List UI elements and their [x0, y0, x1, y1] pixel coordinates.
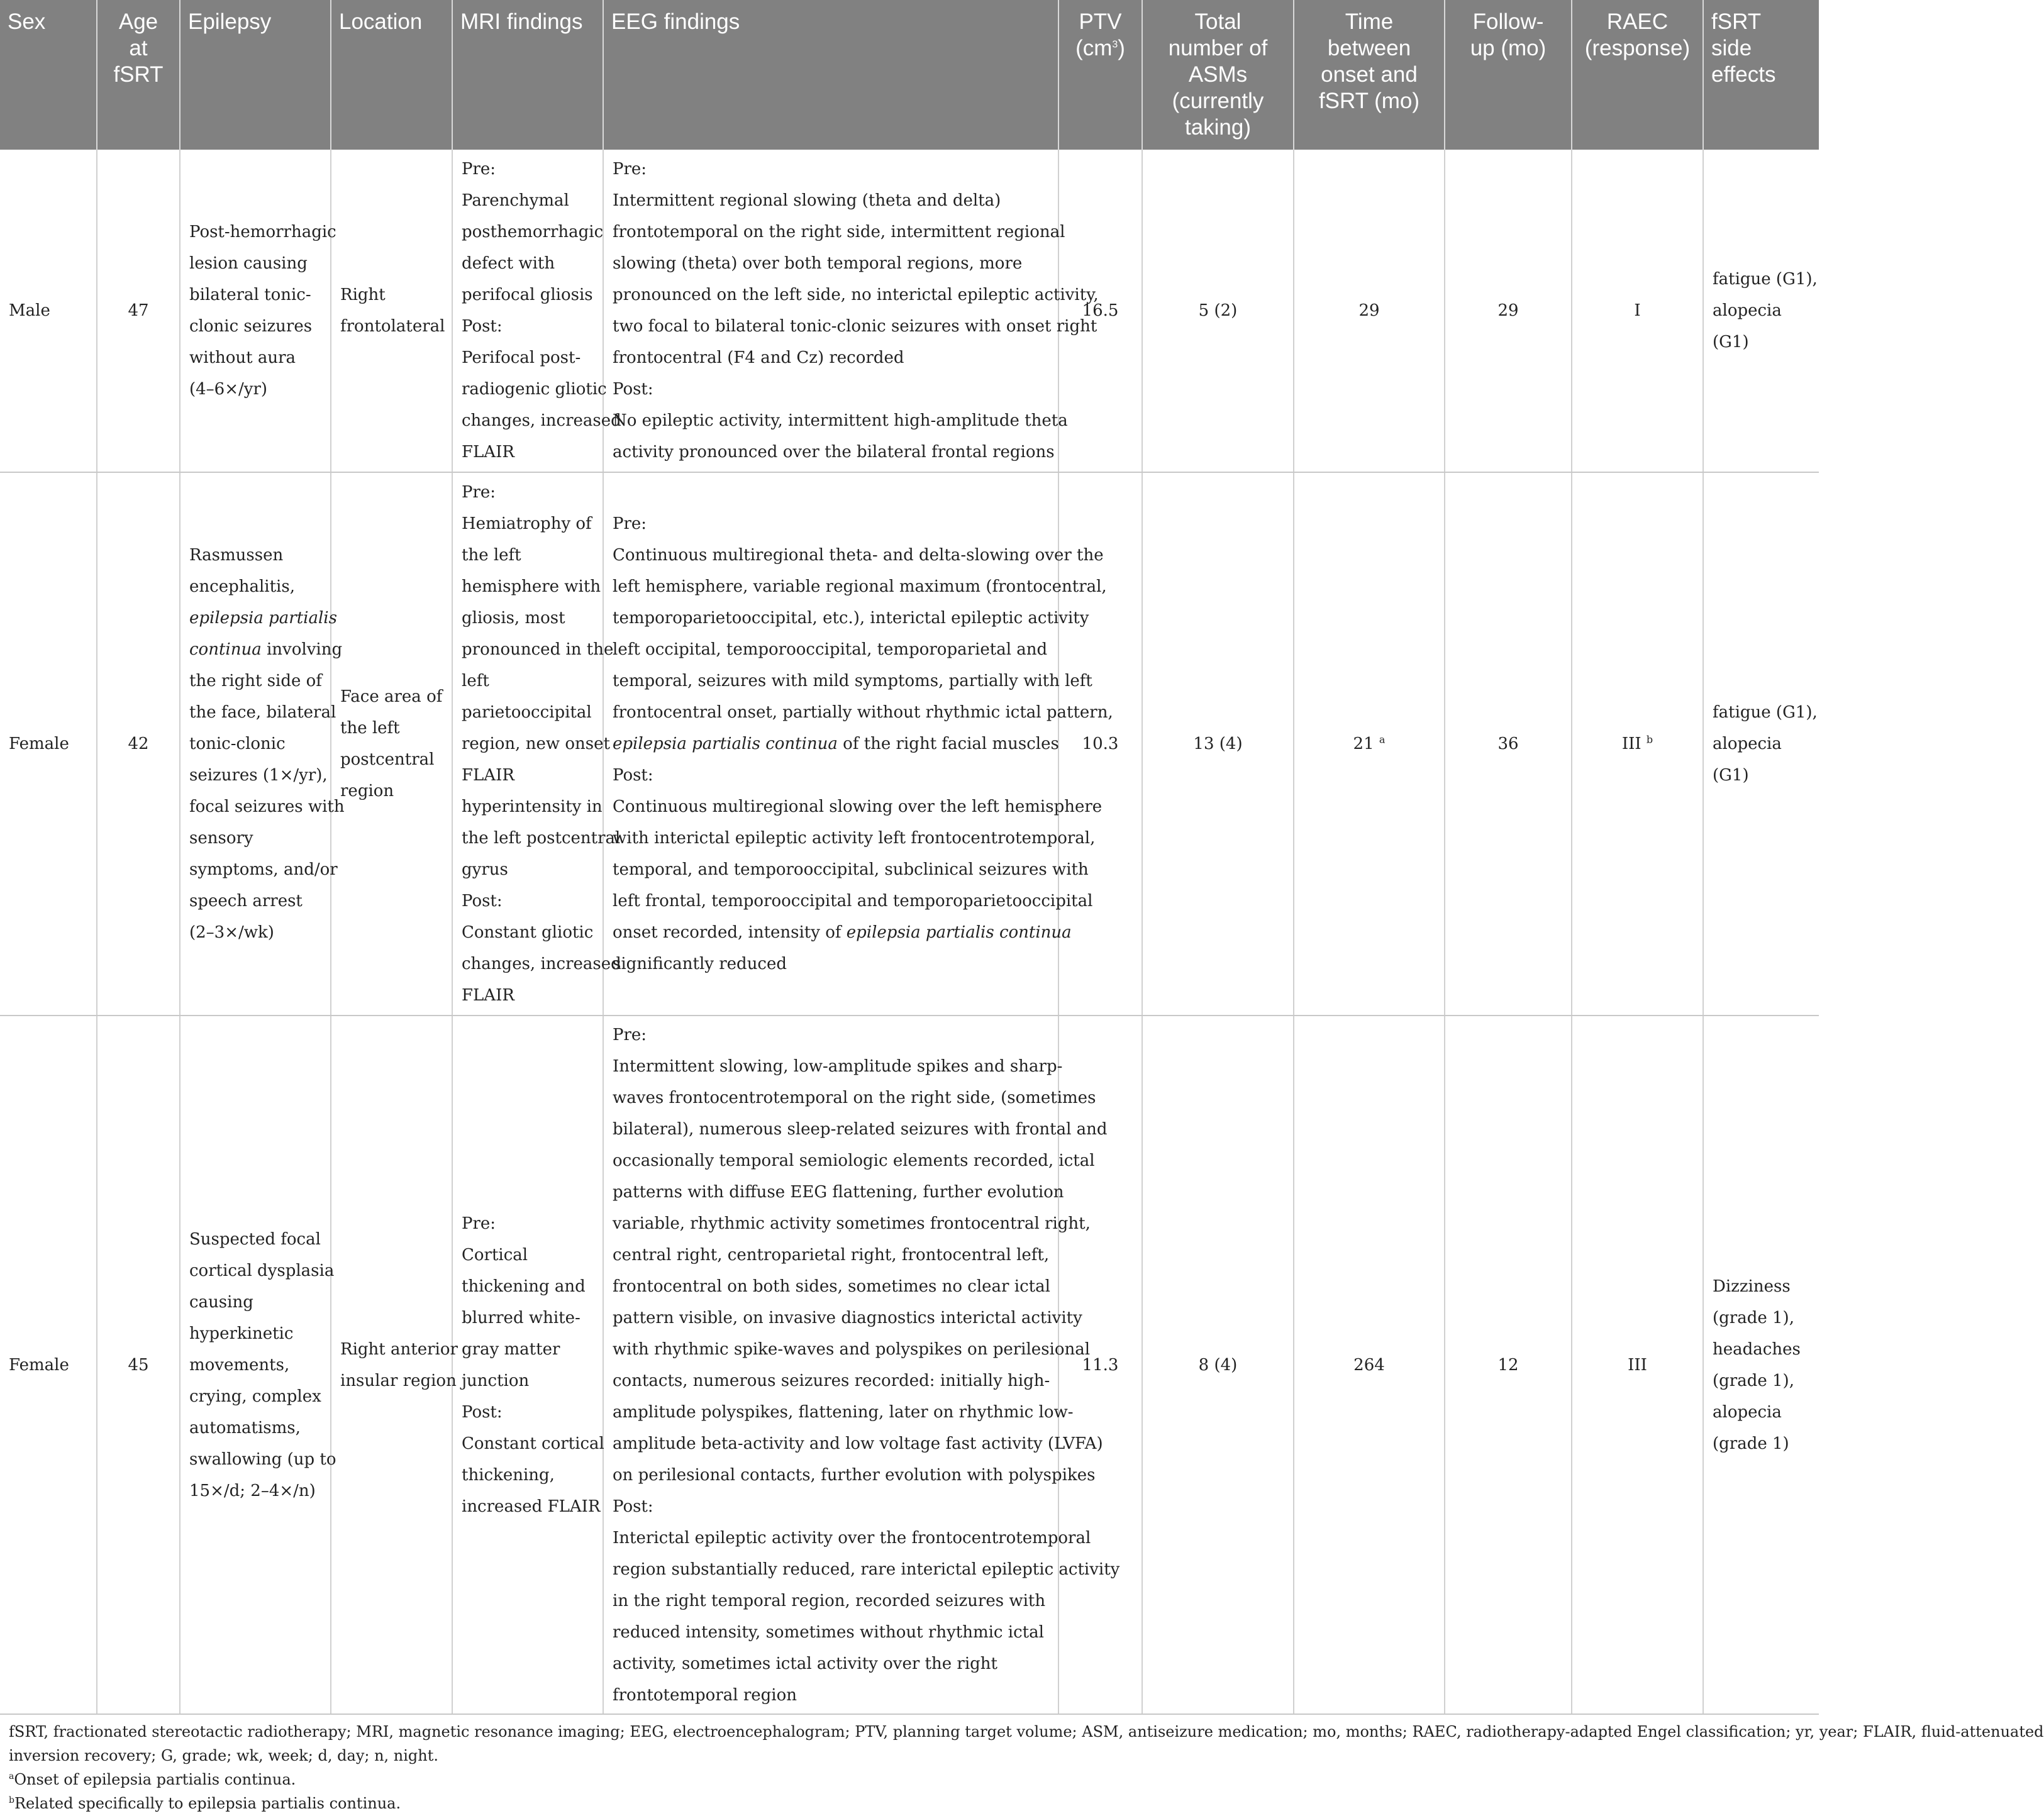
header-ptv: PTV $(cm^3)$	[1058, 0, 1142, 150]
text-line: the left postcentral	[462, 829, 621, 848]
text-line: Post-hemorrhagic	[189, 223, 336, 241]
text-line: Post:	[613, 766, 653, 785]
cell-raec: III	[1572, 1016, 1703, 1714]
cell-epilepsy	[180, 150, 336, 472]
header-row	[0, 0, 1819, 150]
text-line: fSRT	[113, 62, 164, 87]
cell-time: 264	[1294, 1016, 1445, 1714]
text-line: reduced intensity, sometimes without rhythmic ictal	[613, 1622, 1044, 1642]
text-line: causing	[189, 1292, 253, 1312]
text-line: onset and	[1321, 62, 1418, 87]
text-line: ASMs	[1188, 62, 1248, 87]
footnote-a: $^a$Onset of epilepsia partialis continua.	[9, 1771, 296, 1788]
text-line: up (mo)	[1470, 36, 1547, 60]
text-line: increased FLAIR	[462, 1497, 601, 1516]
text-line: Time	[1345, 9, 1394, 34]
text-line: gray matter	[462, 1339, 560, 1359]
text-line: insular region	[340, 1371, 457, 1390]
text-line: frontocentral on both sides, sometimes no clear ictal	[613, 1276, 1050, 1296]
text-line: movements,	[189, 1355, 290, 1375]
text-line: Total	[1194, 9, 1241, 34]
cell-eeg: Pre: Continuous multiregional theta- and delta-slowing over the left hemisphere, variable regional maximum (frontocentral, temporoparietooccipital, etc.), interictal epileptic activity left occipital, temporooccipital, temporoparietal and temporal, seizures with mild symptoms, partially with left frontocentral onset, partially without rhythmic ictal pattern, epilepsia partialis continua of the right facial muscles Post: Continuous multiregional slowing over the left hemisphere with interictal epileptic activity left frontocentrotemporal, temporal, and temporooccipital, subclinical seizures with left frontal, temporooccipital and temporoparietooccipital onset recorded, intensity of epilepsia partialis continua significantly reduced	[603, 472, 1058, 1016]
cell-ptv: 16.5	[1058, 150, 1142, 472]
text-line: Parenchymal	[462, 191, 569, 210]
text-line: 15×/d; 2–4×/n)	[189, 1481, 316, 1500]
text-line: gyrus	[462, 860, 508, 879]
cell-followup: 29	[1445, 150, 1572, 472]
text-line: fSRT	[1711, 9, 1762, 34]
text-line: bilateral tonic-	[189, 285, 311, 304]
cell-time: 29	[1294, 150, 1445, 472]
text-line: variable, rhythmic activity sometimes frontocentral right,	[613, 1214, 1091, 1233]
text-line: Cortical	[462, 1245, 528, 1265]
cell-time: 21 $^a$	[1294, 472, 1445, 1016]
text-line: occasionally temporal semiologic elements recorded, ictal	[613, 1151, 1095, 1170]
text-line: Constant gliotic	[462, 923, 594, 942]
cell-epilepsy	[180, 1016, 336, 1714]
text-line: left occipital, temporooccipital, temporoparietal and	[613, 640, 1048, 659]
header-asms	[1142, 0, 1294, 150]
text-line: hemisphere with	[462, 577, 601, 596]
text-line: Pre:	[613, 160, 647, 179]
table-row	[0, 150, 1819, 472]
text-line: alopecia	[1713, 734, 1782, 753]
text-line: thickening and	[462, 1276, 586, 1296]
cell-ptv: 10.3	[1058, 472, 1142, 1016]
text-line: blurred white-	[462, 1308, 580, 1327]
text-line: FLAIR	[462, 766, 514, 785]
text-line: patterns with diffuse EEG flattening, further evolution	[613, 1182, 1064, 1202]
text-line: (grade 1),	[1713, 1308, 1794, 1327]
text-line: Post:	[613, 380, 653, 399]
text-line: frontolateral	[340, 317, 445, 336]
text-line: on perilesional contacts, further evolution with polyspikes	[613, 1465, 1096, 1485]
text-line: Pre:	[613, 514, 647, 533]
text-line: lesion causing	[189, 254, 308, 273]
text-line: FLAIR	[462, 443, 514, 462]
cell-asms: 13 (4)	[1142, 472, 1294, 1016]
text-line: Constant cortical	[462, 1434, 604, 1453]
text-line: Right	[340, 285, 386, 304]
text-line: (G1)	[1713, 766, 1749, 785]
text-line: (currently	[1172, 89, 1264, 113]
text-line: sensory	[189, 829, 253, 848]
text-line: hyperintensity in	[462, 797, 603, 816]
cell-raec: III $^b$	[1572, 472, 1703, 1016]
cell-age: 42	[97, 472, 180, 1016]
text-line: (grade 1)	[1713, 1434, 1789, 1453]
text-line: frontotemporal on the right side, intermittent regional	[613, 223, 1065, 241]
cell-location	[331, 472, 452, 1016]
text-line: region substantially reduced, rare interictal epileptic activity	[613, 1559, 1120, 1579]
footnote-mark-a: a	[1379, 733, 1386, 746]
text-line: waves frontocentrotemporal on the right side, (sometimes	[613, 1088, 1096, 1107]
text-line: symptoms, and/or	[189, 860, 338, 879]
cell-epilepsy: Rasmussen encephalitis, epilepsia partialis continua involving the right side of the face, bilateral tonic-clonic seizures (1×/yr), focal seizures with sensory symptoms, and/or speech arrest (2–3×/wk)	[180, 472, 331, 1016]
text-line: (G1)	[1713, 333, 1749, 352]
cell-location	[331, 150, 452, 472]
text-line: at	[129, 36, 148, 60]
cell-followup: 36	[1445, 472, 1572, 1016]
text-line: Continuous multiregional slowing over the left hemisphere	[613, 797, 1103, 816]
header-sex: Sex	[0, 0, 97, 150]
text-line: Pre:	[613, 1025, 647, 1044]
text-line: gliosis, most	[462, 609, 565, 628]
header-location: Location	[331, 0, 452, 150]
cell-followup: 12	[1445, 1016, 1572, 1714]
text-line: defect with	[462, 254, 555, 273]
text-line: hyperkinetic	[189, 1324, 294, 1343]
text-line: taking)	[1184, 115, 1252, 140]
cell-ptv: 11.3	[1058, 1016, 1142, 1714]
text-line: radiogenic gliotic	[462, 380, 607, 399]
header-epilepsy: Epilepsy	[180, 0, 331, 150]
cell-sex: Female	[0, 472, 97, 1016]
text-line: automatisms,	[189, 1418, 301, 1437]
text-line: RAEC	[1606, 9, 1669, 34]
text-line: Post:	[613, 1497, 653, 1516]
text-line: swallowing (up to	[189, 1449, 336, 1469]
cell-asms: 8 (4)	[1142, 1016, 1294, 1714]
text-line: with interictal epileptic activity left frontocentrotemporal,	[613, 829, 1096, 848]
cell-raec: I	[1572, 150, 1703, 472]
footnote-mark-b: b	[1646, 733, 1653, 746]
text-line: activity, sometimes ictal activity over the right	[613, 1654, 997, 1673]
text-line: headaches	[1713, 1339, 1801, 1359]
text-line: amplitude polyspikes, flattening, later on rhythmic low-	[613, 1402, 1074, 1422]
cell-sex: Male	[0, 150, 97, 472]
text-line: Post:	[462, 892, 503, 911]
text-line: alopecia	[1713, 301, 1782, 320]
text-line: postcentral	[340, 750, 435, 769]
text-line: Hemiatrophy of	[462, 514, 592, 533]
text-line: Age	[118, 9, 158, 34]
header-side-effects	[1703, 0, 1819, 150]
text-line: Pre:	[462, 1214, 496, 1233]
text-line: contacts, numerous seizures recorded: initially high-	[613, 1371, 1050, 1390]
cell-sex: Female	[0, 1016, 97, 1714]
text-line: (4–6×/yr)	[189, 380, 268, 399]
text-line: region	[340, 782, 394, 800]
text-line: the left	[462, 546, 521, 565]
text-line: (2–3×/wk)	[189, 923, 274, 942]
text-line: fSRT (mo)	[1318, 89, 1420, 113]
cell-mri	[452, 1016, 603, 1714]
cell-location	[331, 1016, 458, 1714]
text-line: (grade 1),	[1713, 1371, 1794, 1390]
cell-side-effects	[1703, 1016, 1819, 1714]
cell-age: 47	[97, 150, 180, 472]
text-line: temporal, seizures with mild symptoms, partially with left	[613, 672, 1092, 690]
text-line: bilateral), numerous sleep-related seizures with frontal and	[613, 1119, 1108, 1139]
text-line: with rhythmic spike-waves and polyspikes on perilesional	[613, 1339, 1091, 1359]
text-line: changes, increased	[462, 411, 621, 430]
cell-eeg	[603, 150, 1099, 472]
header-mri: MRI findings	[452, 0, 603, 150]
text-line: posthemorrhagic	[462, 223, 604, 241]
text-line: parietooccipital	[462, 703, 592, 722]
text-line: Intermittent regional slowing (theta and delta)	[613, 191, 1001, 210]
text-line: Post:	[462, 1402, 503, 1422]
text-line: Perifocal post-	[462, 348, 581, 367]
text-line: speech arrest	[189, 892, 303, 911]
text-line: Dizziness	[1713, 1276, 1791, 1296]
table-footnotes	[0, 1715, 2044, 1815]
text-line: left frontal, temporooccipital and temporoparietooccipital	[613, 892, 1093, 911]
text-line: Interictal epileptic activity over the frontocentrotemporal	[613, 1528, 1091, 1547]
text-line: tonic-clonic	[189, 734, 286, 753]
text-line: in the right temporal region, recorded seizures with	[613, 1591, 1046, 1610]
text-line: Suspected focal	[189, 1229, 321, 1249]
text-line: left hemisphere, variable regional maximum (frontocentral,	[613, 577, 1107, 596]
cell-side-effects	[1703, 472, 1819, 1016]
text-line: without aura	[189, 348, 296, 367]
text-line: frontocentral (F4 and Cz) recorded	[613, 348, 904, 367]
text-line: perifocal gliosis	[462, 285, 593, 304]
text-line: effects	[1711, 62, 1776, 87]
text-line: changes, increased	[462, 955, 621, 973]
table-row	[0, 1016, 1819, 1714]
text-line: Post:	[462, 317, 503, 336]
cell-mri	[452, 150, 621, 472]
text-line: No epileptic activity, intermittent high-amplitude theta	[613, 411, 1068, 430]
text-line: the left	[340, 719, 400, 738]
text-line: slowing (theta) over both temporal regions, more	[613, 254, 1023, 273]
text-line: Pre:	[462, 483, 496, 502]
text-line: Intermittent slowing, low-amplitude spikes and sharp-	[613, 1056, 1063, 1076]
abbreviations-line-2: inversion recovery; G, grade; wk, week; d, day; n, night.	[9, 1747, 439, 1764]
text-line: two focal to bilateral tonic-clonic seizures with onset right	[613, 317, 1097, 336]
text-line: side	[1711, 36, 1752, 60]
text-line: pronounced on the left side, no interictal epileptic activity,	[613, 285, 1099, 304]
header-eeg: EEG findings	[603, 0, 1058, 150]
text-line: temporal, and temporooccipital, subclinical seizures with	[613, 860, 1089, 879]
text-line: cortical dysplasia	[189, 1261, 335, 1280]
text-line: temporoparietooccipital, etc.), interictal epileptic activity	[613, 609, 1089, 628]
text-line: fatigue (G1),	[1713, 703, 1818, 722]
text-line: left	[462, 672, 489, 690]
text-line: number of	[1168, 36, 1268, 60]
text-line: Follow-	[1472, 9, 1544, 34]
text-line: Pre:	[462, 160, 496, 179]
text-line: crying, complex	[189, 1387, 321, 1406]
text-line: focal seizures with	[189, 797, 345, 816]
text-line: between	[1327, 36, 1411, 60]
text-line: clonic seizures	[189, 317, 313, 336]
text-line: the right side of	[189, 672, 322, 690]
header-raec	[1572, 0, 1703, 150]
text-line: central right, centroparietal right, frontocentral left,	[613, 1245, 1050, 1265]
text-line: thickening,	[462, 1465, 555, 1485]
text-line: the face, bilateral	[189, 703, 336, 722]
text-line: region, new onset	[462, 734, 610, 753]
header-followup	[1445, 0, 1572, 150]
text-line: Face area of	[340, 687, 443, 706]
header-time	[1294, 0, 1445, 150]
abbreviations-line-1: fSRT, fractionated stereotactic radiotherapy; MRI, magnetic resonance imaging; EEG, electroencephalogram; PTV, planning target volume; ASM, antiseizure medication; mo, months; RAEC, radiotherapy-adapted Engel classification; yr, year; FLAIR, fluid-attenuated	[9, 1723, 2044, 1741]
text-line: Right anterior	[340, 1339, 458, 1359]
cell-asms: 5 (2)	[1142, 150, 1294, 472]
text-line: frontotemporal region	[613, 1685, 797, 1705]
text-line: junction	[462, 1371, 530, 1390]
text-line: amplitude beta-activity and low voltage fast activity (LVFA)	[613, 1434, 1103, 1453]
text-line: pattern visible, on invasive diagnostics interictal activity	[613, 1308, 1082, 1327]
text-line: activity pronounced over the bilateral frontal regions	[613, 443, 1055, 462]
text-line: pronounced in the	[462, 640, 614, 659]
cell-mri	[452, 472, 621, 1016]
cell-side-effects	[1703, 150, 1819, 472]
text-line: Continuous multiregional theta- and delta-slowing over the	[613, 546, 1104, 565]
text-line: FLAIR	[462, 986, 514, 1005]
text-line: (response)	[1584, 36, 1691, 60]
text-line: seizures (1×/yr),	[189, 766, 328, 785]
header-age	[97, 0, 180, 150]
cell-age: 45	[97, 1016, 180, 1714]
table-row	[0, 472, 1819, 1016]
footnote-b: $^b$Related specifically to epilepsia partialis continua.	[9, 1795, 401, 1812]
text-line: frontocentral onset, partially without rhythmic ictal pattern,	[613, 703, 1113, 722]
text-line: alopecia	[1713, 1402, 1782, 1422]
text-line: fatigue (G1),	[1713, 270, 1818, 289]
